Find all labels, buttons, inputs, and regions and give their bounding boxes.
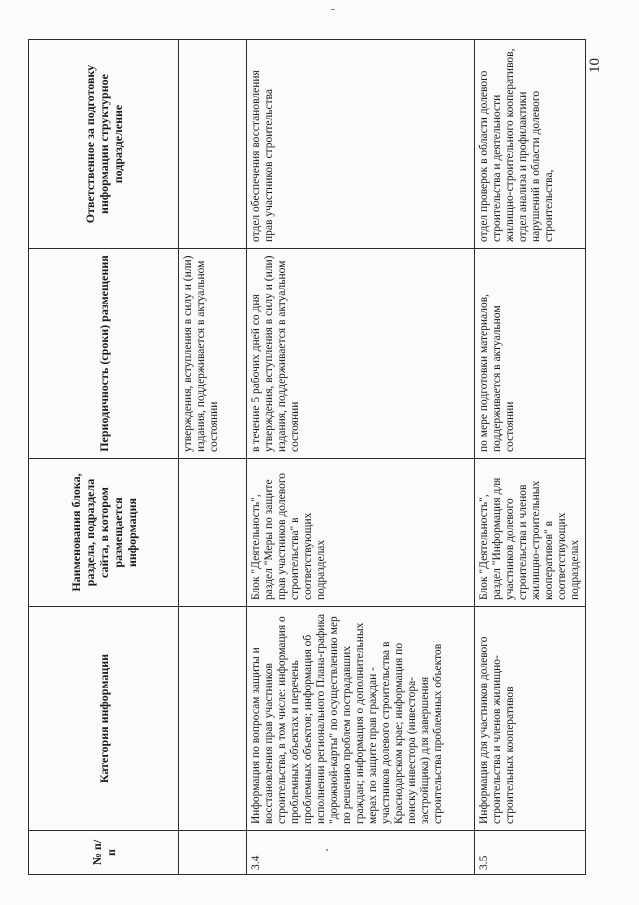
header-period: Периодичность (сроки) размещения: [29, 249, 179, 459]
cell-responsible: [179, 40, 247, 249]
scan-speck: [326, 849, 328, 851]
cell-category: Информация по вопросам защиты и восстановления прав участников строительства, в том числе: информация о проблемных объектах и перечень проблемных объектов; информация об исполнении регионального Плана-графика "дорожной-карты" по осуществлению мер по решению проблем пострадавших граждан; информация о дополнительных мерах по защите прав граждан - участников долевого строительства в Краснодарском крае; информация по поиску инвестора (инвестора-застройщика) для завершения строительства проблемных объектов: [247, 607, 475, 831]
cell-num: 3.4: [247, 831, 475, 875]
page-number: 10: [587, 58, 603, 73]
header-category: Категория информации: [29, 607, 179, 831]
table-row: [247, 40, 475, 875]
cell-block: Блок "Деятельность", раздел "Меры по защите прав участников долевого строительства" в соответствующих подразделах: [247, 459, 475, 607]
cell-period: утверждения, вступления в силу и (или) издания, поддерживается в актуальном состоянии: [179, 249, 247, 459]
cell-category: [179, 607, 247, 831]
cell-num: [179, 831, 247, 875]
cell-responsible: отдел обеспечения восстановления прав участников строительства: [247, 40, 475, 249]
cell-block: Блок "Деятельность", раздел "Информация для участников долевого строительства и членов жилищно-строительных кооперативов" в соответствующих подразделах: [475, 459, 586, 607]
table-row: [475, 40, 586, 875]
cell-responsible: отдел проверок в области долевого строительства и деятельности жилищно-строительного кооперативов, отдел анализа и профилактики нарушений в области долевого строительства,: [475, 40, 586, 249]
cell-num: 3.5: [475, 831, 586, 875]
information-table: [28, 39, 586, 875]
header-responsible: Ответственное за подготовку информации структурное подразделение: [29, 40, 179, 249]
cell-category: Информация для участников долевого строительства и членов жилищно-строительных кооперативов: [475, 607, 586, 831]
table-row-continuation: [179, 40, 247, 875]
cell-period: по мере подготовки материалов, поддерживается в актуальном состоянии: [475, 249, 586, 459]
cell-block: [179, 459, 247, 607]
header-num: № п/п: [29, 831, 179, 875]
table-header-row: [29, 40, 179, 875]
scan-speck: [331, 9, 335, 10]
header-block: Наименования блока, раздела, подраздела сайта, в котором размещается информация: [29, 459, 179, 607]
cell-period: в течение 5 рабочих дней со дня утверждения, вступления в силу и (или) издания, поддерживается в актуальном состоянии: [247, 249, 475, 459]
